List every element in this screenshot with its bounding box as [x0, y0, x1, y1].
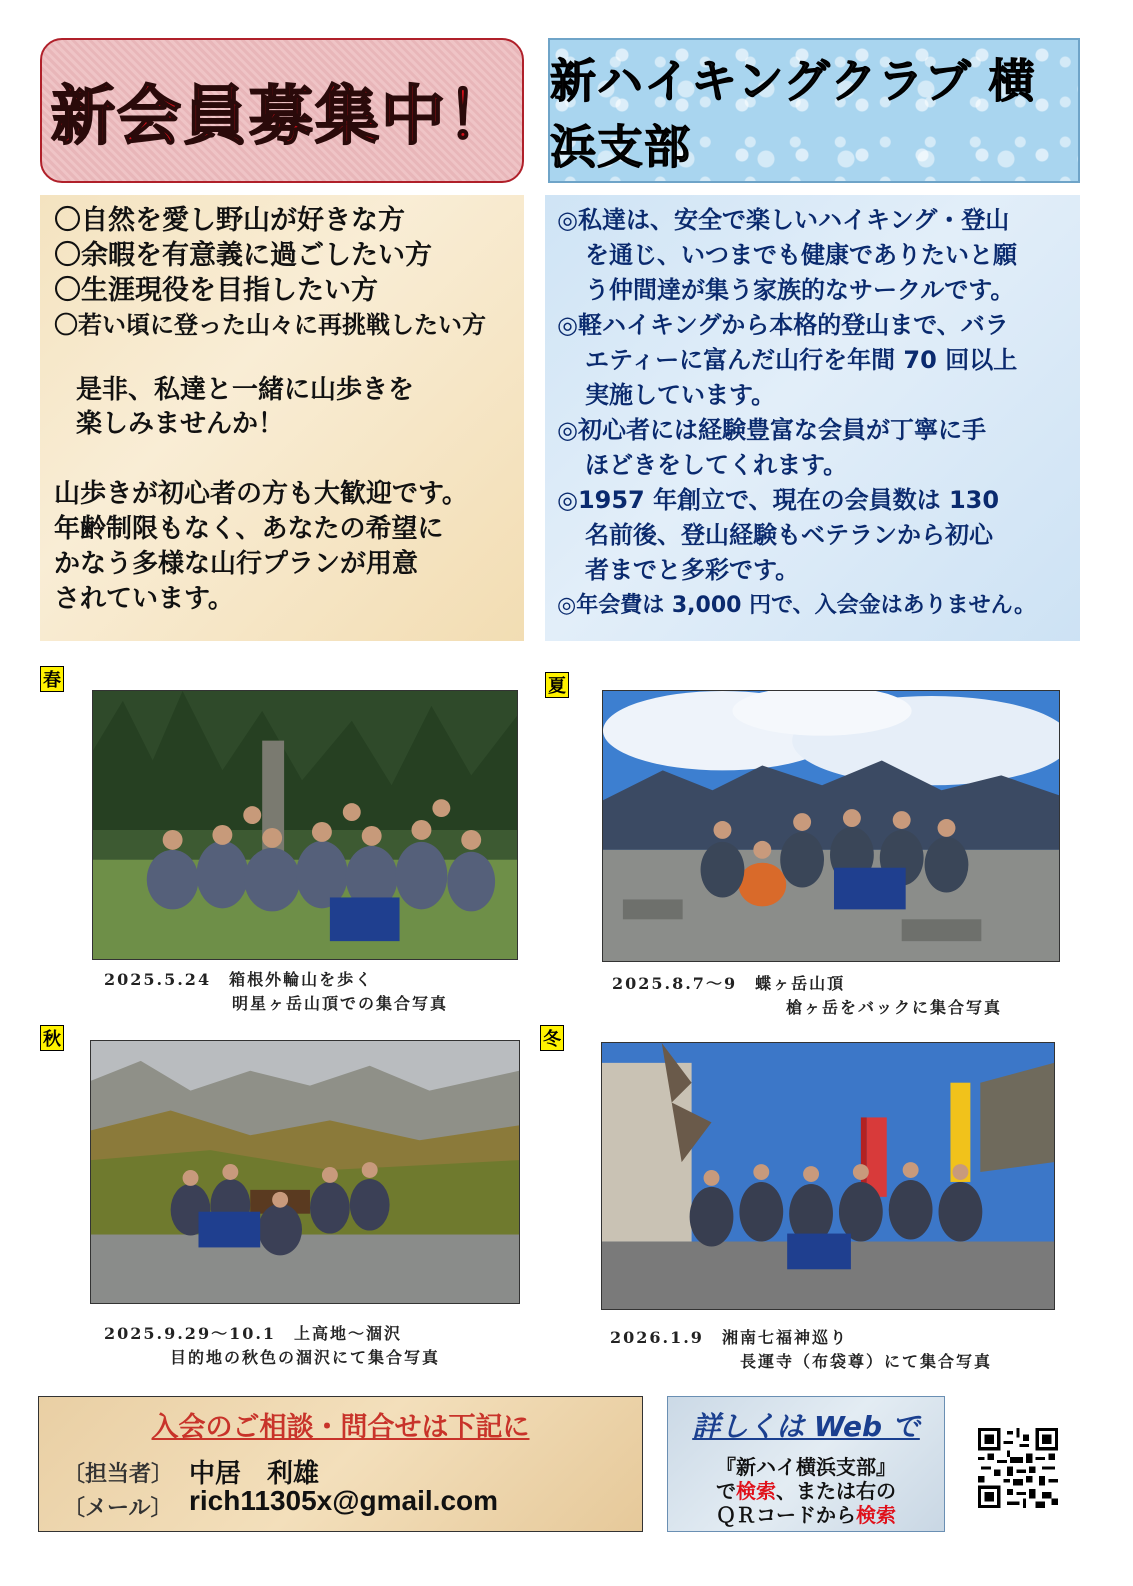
recruit-title: 新会員募集中！ — [51, 79, 513, 154]
info-line: ◎初心者には経験豊富な会員が丁寧に手 — [557, 416, 986, 444]
spring-caption-2: 明星ヶ岳山頂での集合写真 — [232, 994, 449, 1013]
web-search-term: 『新ハイ横浜支部』 — [716, 1455, 896, 1479]
winter-caption-1: 2026.1.9 湘南七福神巡り — [610, 1328, 848, 1347]
welcome-line: 年齢制限もなく、あなたの希望に — [54, 514, 444, 544]
summer-caption-1: 2025.8.7～9 蝶ヶ岳山頂 — [612, 974, 846, 993]
welcome-line: されています。 — [54, 584, 234, 614]
info-line: エティーに富んだ山行を年間 70 回以上 — [585, 346, 1018, 374]
web-search-word: 検索 — [736, 1479, 776, 1503]
winter-caption-2: 長運寺（布袋尊）にて集合写真 — [740, 1352, 993, 1371]
info-item — [557, 203, 1068, 308]
person-name: 中居 利雄 — [189, 1459, 320, 1489]
autumn-caption-1: 2025.9.29～10.1 上高地～涸沢 — [104, 1324, 403, 1343]
invite-line: 楽しみませんか！ — [76, 409, 285, 439]
target-item: 〇自然を愛し野山が好きな方 — [54, 205, 405, 236]
target-item: 〇余暇を有意義に過ごしたい方 — [54, 240, 432, 271]
contact-email-link[interactable]: rich11305x@gmail.com — [189, 1485, 499, 1516]
info-line: ◎年会費は 3,000 円で、入会金はありません。 — [557, 593, 1036, 618]
club-title: 新ハイキングクラブ 横浜支部 — [550, 53, 1036, 174]
info-line: う仲間達が集う家族的なサークルです。 — [585, 276, 1015, 304]
web-title: 詳しくは Web で — [692, 1410, 920, 1443]
summer-photo — [602, 690, 1060, 962]
spring-caption-1: 2025.5.24 箱根外輪山を歩く — [104, 970, 374, 989]
mail-label: 〔メール〕 — [63, 1496, 173, 1521]
info-item — [557, 308, 1068, 413]
club-info-panel — [545, 195, 1080, 641]
web-text: で — [716, 1479, 736, 1503]
spring-photo — [92, 690, 518, 960]
recruit-banner — [40, 38, 524, 183]
qr-code-icon[interactable] — [978, 1428, 1058, 1508]
info-line: ◎私達は、安全で楽しいハイキング・登山 — [557, 206, 1010, 234]
season-label-spring: 春 — [40, 666, 64, 692]
contact-box — [38, 1396, 643, 1532]
winter-photo — [601, 1042, 1055, 1310]
web-info-box — [667, 1396, 945, 1532]
web-search-word: 検索 — [856, 1503, 896, 1527]
web-text: ＱＲコードから — [716, 1503, 856, 1527]
season-label-winter: 冬 — [540, 1025, 564, 1051]
target-item: 〇生涯現役を目指したい方 — [54, 275, 378, 306]
autumn-caption-2: 目的地の秋色の涸沢にて集合写真 — [170, 1348, 441, 1367]
season-label-summer: 夏 — [545, 672, 569, 698]
info-item — [557, 588, 1068, 623]
info-item — [557, 483, 1068, 588]
person-label: 〔担当者〕 — [63, 1462, 174, 1487]
invite-line: 是非、私達と一緒に山歩きを — [76, 375, 415, 405]
club-banner — [548, 38, 1080, 183]
info-item — [557, 413, 1068, 483]
autumn-photo — [90, 1040, 520, 1304]
info-line: ほどきをしてくれます。 — [585, 451, 848, 479]
info-line: ◎軽ハイキングから本格的登山まで、バラ — [557, 311, 1009, 339]
contact-title: 入会のご相談・問合せは下記に — [151, 1412, 530, 1443]
target-item: 〇若い頃に登った山々に再挑戦したい方 — [54, 311, 486, 339]
info-line: 実施しています。 — [585, 381, 776, 409]
info-line: を通じ、いつまでも健康でありたいと願 — [585, 241, 1017, 269]
info-line: 名前後、登山経験もベテランから初心 — [585, 521, 993, 549]
info-line: ◎1957 年創立で、現在の会員数は 130 — [557, 486, 1000, 514]
web-text: 、または右の — [776, 1479, 896, 1503]
welcome-line: かなう多様な山行プランが用意 — [54, 549, 419, 579]
info-line: 者までと多彩です。 — [585, 556, 800, 584]
season-label-autumn: 秋 — [40, 1025, 64, 1051]
welcome-line: 山歩きが初心者の方も大歓迎です。 — [54, 479, 468, 509]
web-line-3 — [668, 1499, 944, 1528]
summer-caption-2: 槍ヶ岳をバックに集合写真 — [786, 998, 1003, 1017]
target-members-panel — [40, 195, 524, 641]
